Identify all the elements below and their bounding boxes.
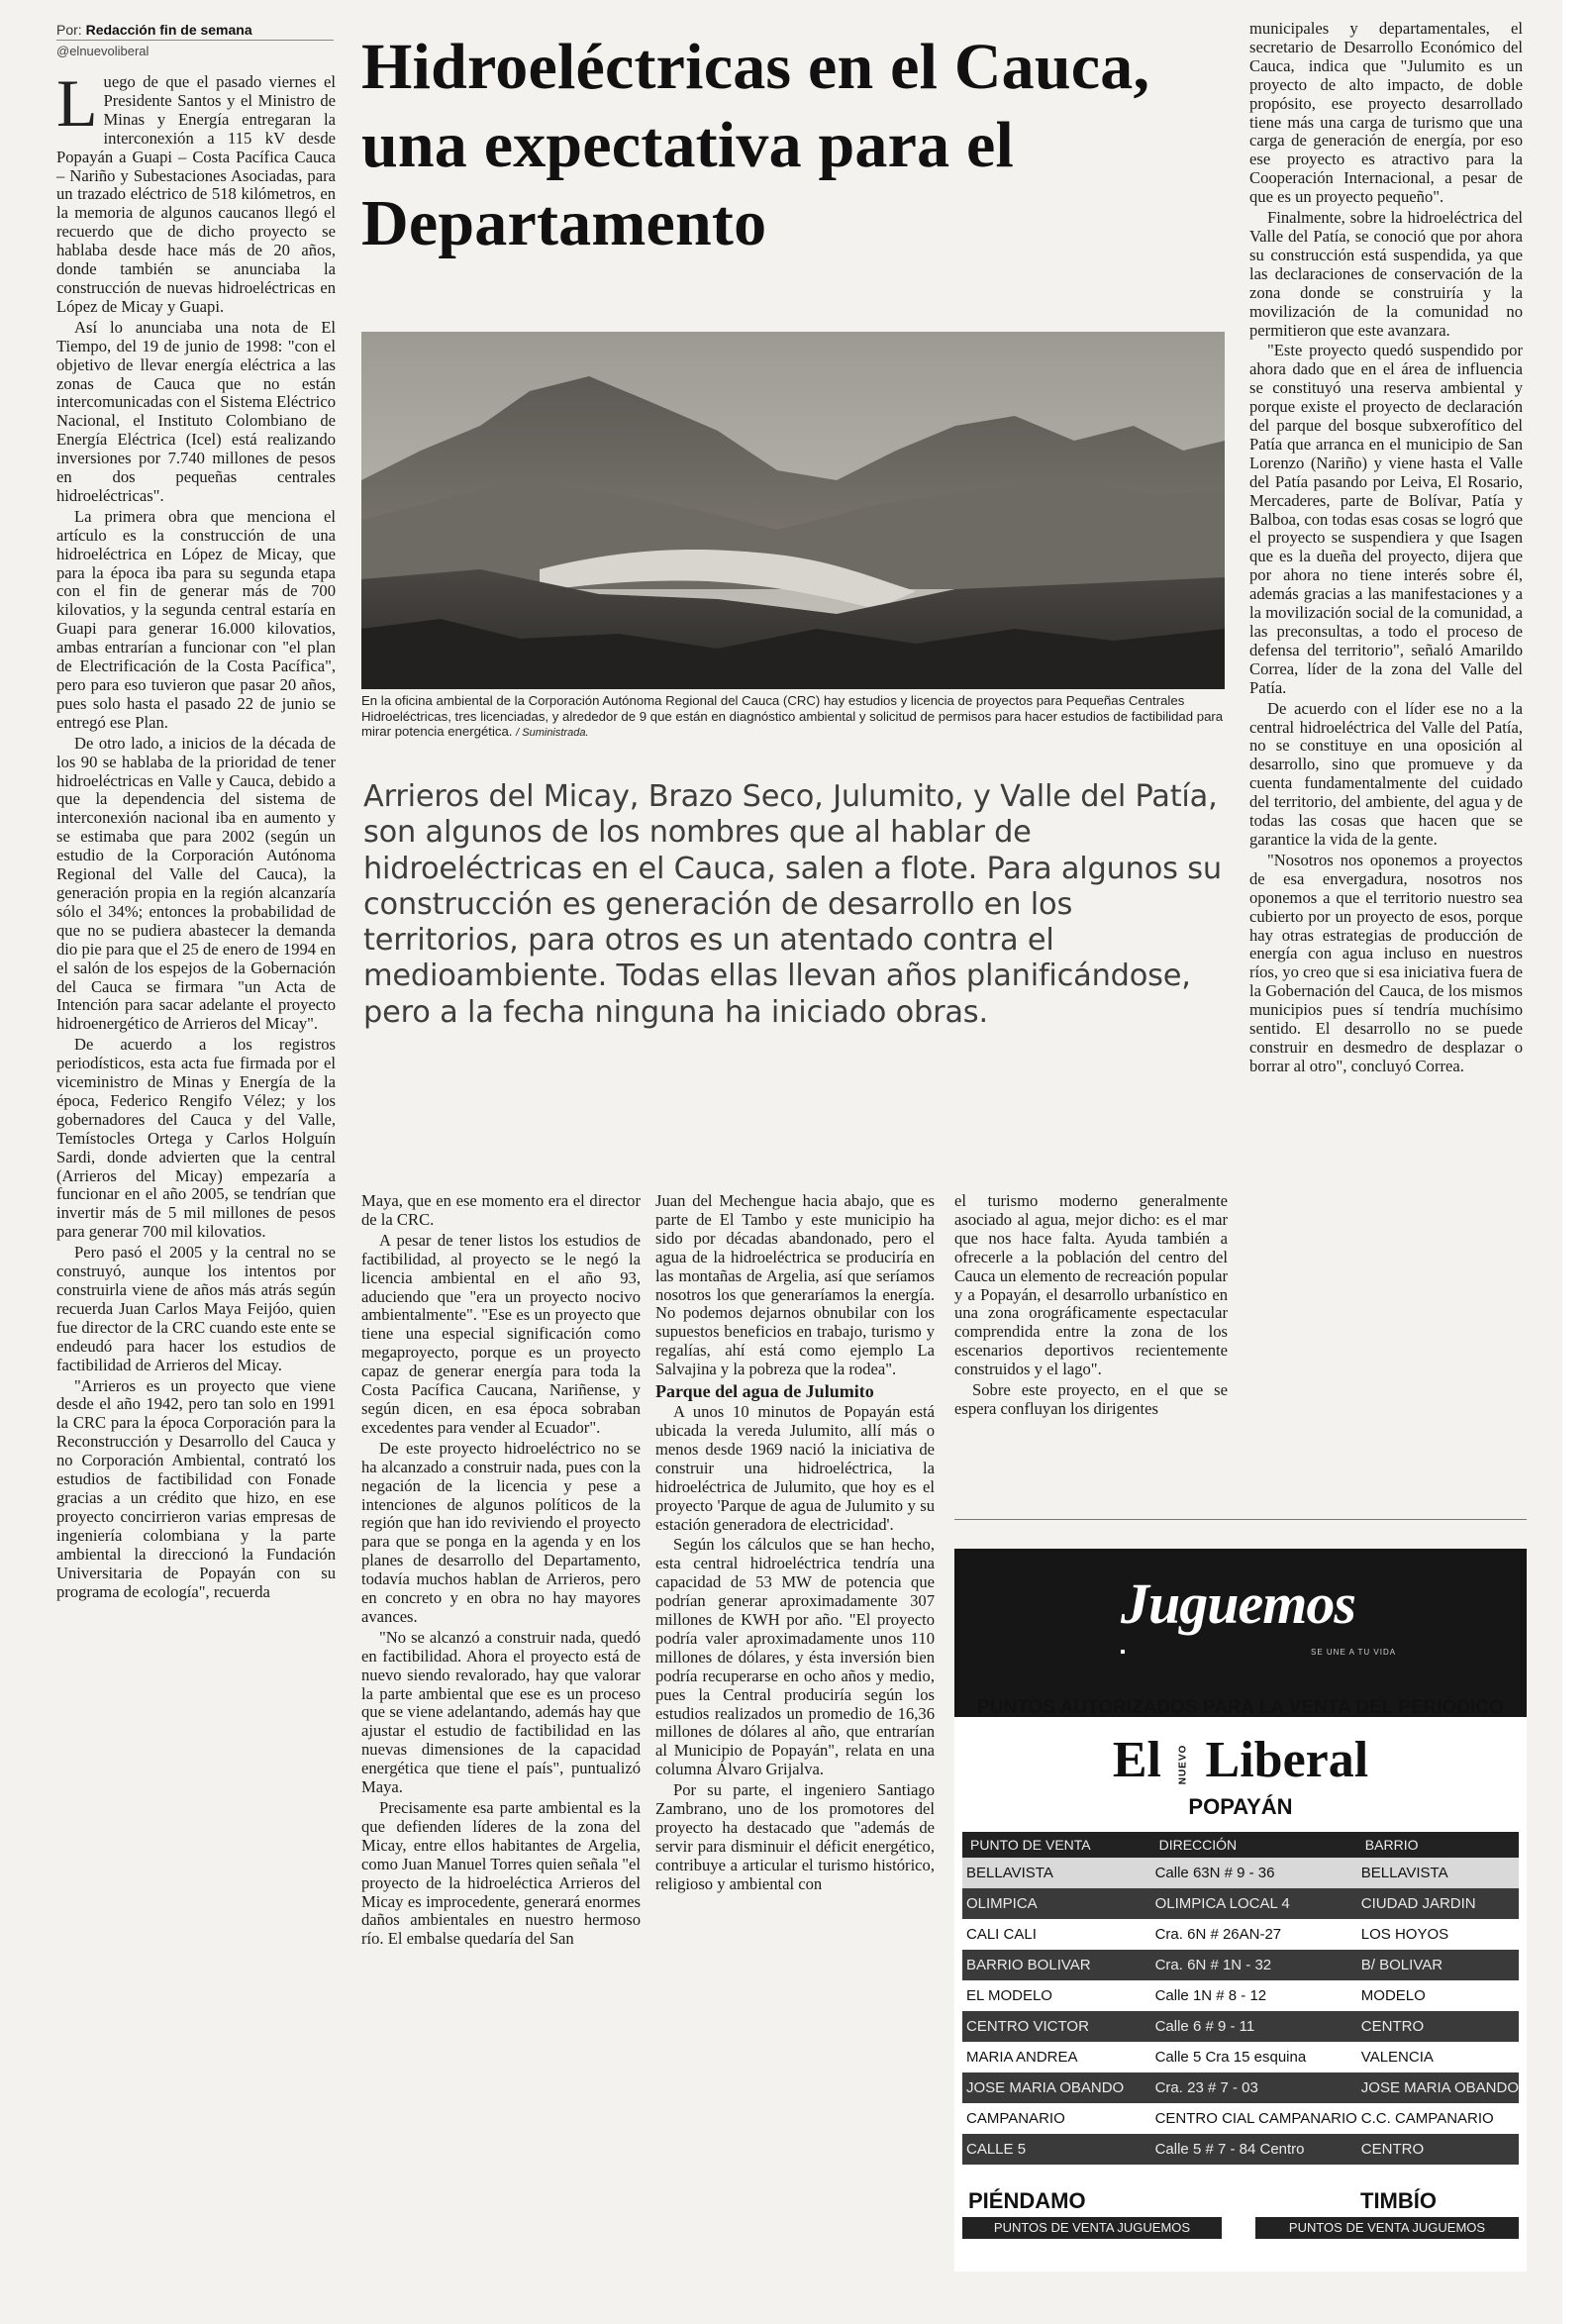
photo-caption: En la oficina ambiental de la Corporación Autónoma Regional del Cauca (CRC) hay estudios y licencia de proyectos para Pequeñas Centrales Hidroeléctricas, tres licenciadas, y alrededor de 9 que están en diagnóstico ambiental y solicitud de permisos para hacer estudios de factibilidad para mirar potencia energética. / Suministrada.	[361, 693, 1224, 739]
byline	[56, 22, 252, 38]
ad-banner	[954, 1549, 1527, 1717]
juguemos-ad	[954, 1549, 1527, 2272]
paragraph: "Este proyecto quedó suspendido por ahora dado que en el área de influencia se constituyó una reserva ambiental y porque existe el proyecto de declaración del parque del bosque subxerofítico del Patía que arranca en el municipio de San Lorenzo (Nariño) y viene hasta el Valle del Patía pasando por Leiva, El Rosario, Mercaderes, parte de Bolívar, Patía y Balboa, con todas esas cosas se logró que el proyecto se suspendiera y que Isagen que es la dueña del proyecto, dijera que por ahora no tiene interés sobre él, además gracias a las manifestaciones y a la movilización social de la comunidad, a las preconsultas, a todo el proceso de defensa del territorio", señaló Amarildo Correa, líder de la zona del Valle del Patía.	[1249, 341, 1523, 697]
table-row: JOSE MARIA OBANDO Cra. 23 # 7 - 03 JOSE MARIA OBANDO	[962, 2072, 1519, 2103]
byline-author: Redacción fin de semana	[85, 22, 252, 38]
paragraph: Así lo anunciaba una nota de El Tiempo, del 19 de junio de 1998: "con el objetivo de llevar energía eléctrica a las zonas de Cauca que no están intercomunicadas con el Sistema Eléctrico Nacional, el Instituto Colombiano de Energía Eléctrica (Icel) está realizando inversiones por 7.740 millones de pesos en dos pequeñas centrales hidroeléctricas".	[56, 317, 336, 505]
column-header: BARRIO	[1357, 1832, 1519, 1858]
ad-tagline: SE UNE A TU VIDA	[1311, 1648, 1397, 1657]
byline-prefix: Por:	[56, 22, 82, 38]
paragraph: "Nosotros nos oponemos a proyectos de esa envergadura, nosotros nos oponemos a que el territorio nuestro sea cubierto por un proyecto de esos, porque hay otras estrategias de producción de energía con agua incluso en nuestros ríos, yo creo que si esa iniciativa fuera de la Gobernación del Cauca, de los mismos municipios pues sí tendría muchísimo sentido. El desarrollo no se puede construir en desmedro de desplazar o borrar al otro", concluyó Correa.	[1249, 850, 1523, 1075]
paragraph: De este proyecto hidroeléctrico no se ha alcanzado a construir nada, pues con la negación de la licencia y pese a intenciones de algunos políticos de la región que han ido reviviendo el proyecto para que se ponga en la agenda y en los planes de desarrollo del Departamento, todavía muchos hablan de Arrieros, pero en concreto y en obra no hay mayores avances.	[361, 1438, 641, 1626]
sales-points-table	[962, 1832, 1519, 2165]
table-row: BELLAVISTA Calle 63N # 9 - 36 BELLAVISTA	[962, 1858, 1519, 1888]
ad-brand: Juguemos	[1121, 1571, 1355, 1636]
paragraph: De acuerdo a los registros periodísticos, esta acta fue firmada por el viceministro de Minas y Energía de la época, Federico Rengifo Vélez; y los gobernadores del Cauca y del Valle, Temístocles Ortega y Carlos Holguín Sardi, donde advierten que la central (Arrieros del Micay) empezaría a funcionar en el año 2005, se tendrían que invertir más de 5 mil millones de pesos para generar 700 mil kilovatios.	[56, 1035, 336, 1242]
table-row: CALI CALI Cra. 6N # 26AN-27 LOS HOYOS	[966, 1926, 1449, 1943]
article-column-5	[1249, 20, 1523, 1078]
table-row: CALLE 5 Calle 5 # 7 - 84 Centro CENTRO	[962, 2134, 1519, 2165]
table-row: OLIMPICA OLIMPICA LOCAL 4 CIUDAD JARDIN	[962, 1888, 1519, 1919]
deck-summary: Arrieros del Micay, Brazo Seco, Julumito, y Valle del Patía, son algunos de los nombres que al hablar de hidroeléctricas en el Cauca, salen a flote. Para algunos su construcción es generación de desarrollo en los territorios, para otros es un atentado contra el medioambiente. Todas ellas llevan años planificándose, pero a la fecha ninguna ha iniciado obras.	[363, 779, 1222, 1030]
article-column-1	[56, 65, 336, 1603]
paragraph: Luego de que el pasado viernes el Presidente Santos y el Ministro de Minas y Energía entregaran la interconexión a 115 kV desde Popayán a Guapi – Costa Pacífica Cauca – Nariño y Subestaciones Asociadas, para un trazado eléctrico de 518 kilómetros, en la memoria de algunos caucanos llegó el recuerdo que de dicho proyecto se hablaba desde hace más de 20 años, donde también se anunciaba la construcción de nuevas hidroeléctricas en López de Micay y Guapi.	[56, 65, 336, 316]
article-column-3	[655, 1192, 935, 1896]
paragraph: A pesar de tener listos los estudios de factibilidad, al proyecto se le negó la licencia ambiental en el año 93, aduciendo que "era un proyecto nocivo ambientalmente". "Ese es un proyecto que tiene una especial significación como megaproyecto, porque es un proyecto capaz de generar energía para toda la Costa Pacífica Caucana, Nariñense, y según dicen, en esa época sobraban excedentes para vender al Ecuador".	[361, 1230, 641, 1437]
paragraph: Maya, que en ese momento era el director de la CRC.	[361, 1191, 641, 1229]
paragraph: Precisamente esa parte ambiental es la que defienden líderes de la zona del Micay, entre ellos habitantes de Argelia, como Juan Manuel Torres quien señala "el proyecto de la hidroeléctica Arrieros del Micay es improcedente, generará enormes daños ambientales en nuestro hermoso río. El embalse quedaría del San	[361, 1798, 641, 1949]
table-row: EL MODELO Calle 1N # 8 - 12 MODELO	[966, 1987, 1426, 2004]
ad-foot-bar-left: PUNTOS DE VENTA JUGUEMOS	[962, 2217, 1222, 2239]
table-row: CENTRO VICTOR Calle 6 # 9 - 11 CENTRO	[962, 2011, 1519, 2042]
ad-foot-bar-right: PUNTOS DE VENTA JUGUEMOS	[1255, 2217, 1519, 2239]
paragraph: Según los cálculos que se han hecho, esta central hidroeléctrica tendría una capacidad de 53 MW de potencia que podrían generar aproximadamente 307 millones de KWH por año. "El proyecto podría valer aproximadamente unos 110 millones de dólares, y ésta inversión bien podría recuperarse en ocho años y medio, pues la Central produciría según los estudios realizados un promedio de 16,36 millones de dólares al año, que entrarían al Municipio de Popayán", relata en una columna Álvaro Grijalva.	[655, 1535, 935, 1779]
table-header-row	[962, 1832, 1519, 1858]
paragraph: Sobre este proyecto, en el que se espera confluyan los dirigentes	[954, 1380, 1228, 1418]
ad-foot-right: TIMBÍO	[1360, 2188, 1437, 2213]
paragraph: el turismo moderno generalmente asociado al agua, mejor dicho: es el mar que nos hace falta. Ayuda también a ofrecerle a la población del centro del Cauca un elemento de recreación popular y a Popayán, el desarrollo urbanístico en una zona orográficamente espectacular comprendida entre la zona de los escenarios deportivos recientemente construidos y el lago".	[954, 1191, 1228, 1379]
headline: Hidroeléctricas en el Cauca, una expectativa para el Departamento	[361, 31, 1150, 259]
table-row: MARIA ANDREA Calle 5 Cra 15 esquina VALENCIA	[966, 2049, 1434, 2066]
drop-cap: L	[56, 65, 98, 141]
column-header: DIRECCIÓN	[1151, 1832, 1357, 1858]
landscape-image	[361, 332, 1225, 689]
paragraph: De acuerdo con el líder ese no a la central hidroeléctrica del Valle del Patía, no se constituye en una oposición al desarrollo, sino que promueve y da cuenta fundamentalmente del cuidado del territorio, del ambiente, del agua y de todas las cosas que hacen que se garantice la vida de la gente.	[1249, 698, 1523, 849]
paragraph: De otro lado, a inicios de la década de los 90 se hablaba de la prioridad de tener hidroeléctricas en Valle y Cauca, debido a que la dependencia del sistema de interconexión nacional iba en aumento y se estimaba que para 2002 (según un estudio de la Corporación Autónoma Regional del Valle del Cauca), la generación propia en la región alcanzaría sólo el 34%; entonces la probabilidad de que no se pudiera abastecer la demanda dio pie para que el 25 de enero de 1994 en el salón de los espejos de la Gobernación del Cauca se firmara "un Acta de Intención para sacar adelante el proyecto hidroenergético de Arrieros del Micay".	[56, 733, 336, 1034]
table-row: BARRIO BOLIVAR Cra. 6N # 1N - 32 B/ BOLIVAR	[962, 1950, 1519, 1980]
social-handle: @elnuevoliberal	[56, 44, 149, 58]
photo-source: / Suministrada.	[516, 727, 589, 739]
page-margin	[1562, 0, 1592, 2324]
river-valley-photo	[361, 332, 1225, 689]
article-column-4	[954, 1192, 1228, 1421]
newspaper-logo: El NUEVO Liberal	[1112, 1732, 1369, 1788]
paragraph: municipales y departamentales, el secretario de Desarrollo Económico del Cauca, indica que "Julumito es un proyecto de alto impacto, de doble propósito, ese proyecto desarrollado tiene más una carga de turismo que una carga de generación de energía, por eso ese proyecto es atractivo para la Cooperación Internacional, a pesar de que es un proyecto pequeño".	[1249, 19, 1523, 207]
paragraph: Pero pasó el 2005 y la central no se construyó, aunque los intentos por construirla viene de años más atrás según recuerda Juan Carlos Maya Feijóo, quien fue director de la CRC cuando este ente se endeudó para hacer los estudios de factibilidad de Arrieros del Micay.	[56, 1243, 336, 1374]
byline-rule	[56, 40, 334, 41]
article-column-2	[361, 1192, 641, 1951]
ad-city: POPAYÁN	[1188, 1794, 1293, 1819]
subheading: Parque del agua de Julumito	[655, 1381, 874, 1402]
paragraph: Por su parte, el ingeniero Santiago Zambrano, uno de los promotores del proyecto ha destacado que "además de servir para disminuir el déficit energético, contribuye a articular el turismo histórico, religioso y ambiental con	[655, 1780, 935, 1893]
paragraph: A unos 10 minutos de Popayán está ubicada la vereda Julumito, allí más o menos desde 1969 nació la iniciativa de construir una hidroeléctrica, la hidroeléctrica de Julumito, que hoy es el proyecto 'Parque de agua de Julumito y su estación generadora de electricidad'.	[655, 1402, 935, 1534]
paragraph: La primera obra que menciona el artículo es la construcción de una hidroeléctrica en López de Micay, que para la época iba para su segunda etapa con el fin de generar más de 700 kilovatios, y la segunda central estaría en Guapi para generar 16.000 kilovatios, ambas entrarían a funcionar con "el plan de Electrificación de la Costa Pacífica", pero para eso tuvieron que pasar 20 años, pues solo hasta el pasado 22 de junio se entregó ese Plan.	[56, 506, 336, 732]
paragraph: Juan del Mechengue hacia abajo, que es parte de El Tambo y este municipio ha sido por décadas abandonado, pero el agua de la hidroeléctrica se produciría en las montañas de Argelia, así que seríamos nosotros los que generaríamos la energía. No podemos dejarnos obnubilar con los supuestos beneficios en trabajo, turismo y regalías, ahí está como ejemplo La Salvajina y la pobreza que la rodea".	[655, 1191, 935, 1379]
table-row: CAMPANARIO CENTRO CIAL CAMPANARIO C.C. CAMPANARIO	[966, 2110, 1494, 2127]
ad-foot-left: PIÉNDAMO	[968, 2188, 1086, 2213]
column-header: PUNTO DE VENTA	[962, 1832, 1151, 1858]
ad-title: PUNTOS AUTORIZADOS PARA LA VENTA DEL PERIÓDICO	[977, 1697, 1504, 1718]
bullet-icon	[1121, 1650, 1125, 1654]
ad-top-rule	[954, 1519, 1527, 1520]
paragraph: Finalmente, sobre la hidroeléctrica del Valle del Patía, se conoció que por ahora su construcción está suspendida, ya que las declaraciones de conservación de la zona donde se construiría y la movilización de la comunidad no permitieron que este avanzara.	[1249, 208, 1523, 340]
paragraph: "No se alcanzó a construir nada, quedó en factibilidad. Ahora el proyecto está de nuevo siendo revalorado, hay que valorar la parte ambiental que ese es un proceso que se viene adelantando, además hay que ajustar el estudio de factibilidad en las nuevas dimensiones de la capacidad energética que tiene el país", puntualizó Maya.	[361, 1627, 641, 1797]
paragraph: "Arrieros es un proyecto que viene desde el año 1942, pero tan solo en 1991 la CRC para la época Corporación para la Reconstrucción y Desarrollo del Cauca y no Corporación Ambiental, contrató los estudios de factibilidad con Fonade gracias a un crédito que hizo, en ese proyecto concirrieron varias empresas de ingeniería colombiana y la parte ambiental la direccionó la Fundación Universitaria de Popayán con su programa de ecología", recuerda	[56, 1375, 336, 1601]
